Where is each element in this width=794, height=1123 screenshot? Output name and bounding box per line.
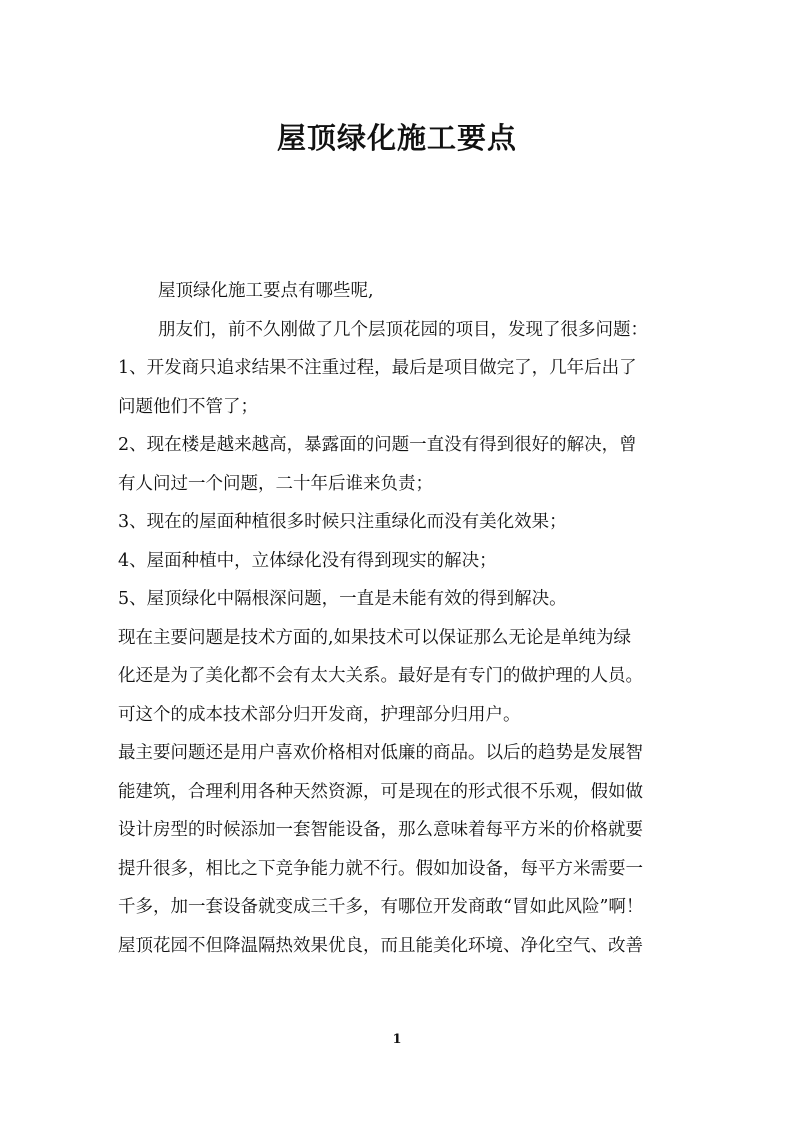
document-title: 屋顶绿化施工要点 xyxy=(276,121,517,155)
page-number: 1 xyxy=(392,1032,402,1047)
paragraph-line: 设计房型的时候添加一套智能设备，那么意味着每平方米的价格就要 xyxy=(118,820,643,840)
list-item-line: 问题他们不管了； xyxy=(118,396,258,417)
list-item-line: 5、屋顶绿化中隔根深问题，一直是未能有效的得到解决。 xyxy=(118,589,567,609)
paragraph-line: 可这个的成本技术部分归开发商，护理部分归用户。 xyxy=(118,704,521,725)
paragraph-line: 朋友们，前不久刚做了几个层顶花园的项目，发现了很多问题： xyxy=(158,319,648,340)
paragraph-line: 现在主要问题是技术方面的,如果技术可以保证那么无论是单纯为绿 xyxy=(118,627,632,648)
paragraph-line: 千多，加一套设备就变成三千多，有哪位开发商敢“冒如此风险”啊！ xyxy=(118,897,644,917)
paragraph-line: 屋顶绿化施工要点有哪些呢, xyxy=(158,281,374,301)
list-item-line: 1、开发商只追求结果不注重过程，最后是项目做完了，几年后出了 xyxy=(118,358,637,378)
document-body xyxy=(118,272,690,965)
paragraph-line: 屋顶花园不但降温隔热效果优良，而且能美化环境、净化空气、改善 xyxy=(118,935,643,956)
list-item-line: 有人问过一个问题，二十年后谁来负责； xyxy=(118,473,433,494)
paragraph-line: 化还是为了美化都不会有太大关系。最好是有专门的做护理的人员。 xyxy=(118,666,643,686)
paragraph-line: 能建筑，合理利用各种天然资源，可是现在的形式很不乐观，假如做 xyxy=(118,781,643,802)
paragraph-line: 最主要问题还是用户喜欢价格相对低廉的商品。以后的趋势是发展智 xyxy=(118,743,643,763)
paragraph-line: 提升很多，相比之下竞争能力就不行。假如加设备，每平方米需要一 xyxy=(118,858,643,879)
list-item-line: 3、现在的屋面种植很多时候只注重绿化而没有美化效果； xyxy=(118,512,567,532)
list-item-line: 2、现在楼是越来越高，暴露面的问题一直没有得到很好的解决，曾 xyxy=(118,435,637,455)
list-item-line: 4、屋面种植中，立体绿化没有得到现实的解决； xyxy=(118,550,497,571)
